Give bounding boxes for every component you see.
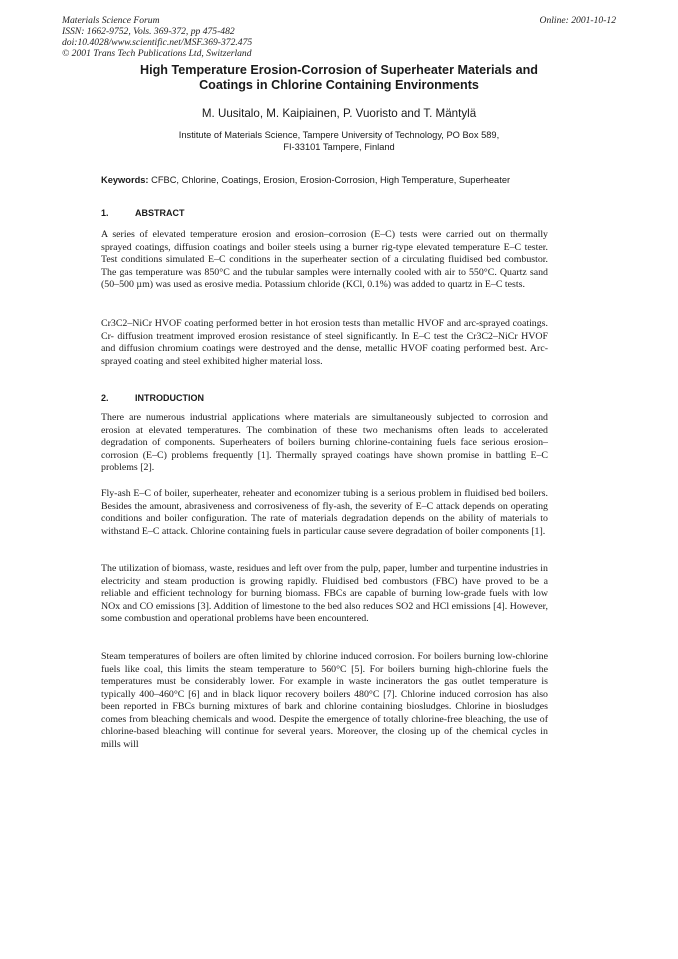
paragraph: The utilization of biomass, waste, residues and left over from the pulp, paper, lumber and turpentine industries in electricity and steam production is growing rapidly. Fluidised bed combustors (FBC) have proved to be a reliable and efficient technology for burning biomass. FBCs are capable of burning low-grade fuels with low NOx and CO emissions [3]. Addition of limestone to the bed also reduces SO2 and HCl emissions [4]. However, some combustion and operational problems have been encountered. bbox=[101, 563, 548, 624]
doi-line: doi:10.4028/www.scientific.net/MSF.369-372.475 bbox=[62, 37, 253, 48]
paragraph: Cr3C2–NiCr HVOF coating performed better in hot erosion tests than metallic HVOF and arc-sprayed coatings. Cr- diffusion treatment improved erosion resistance of steel significantly. In E–C test the Cr3C2–NiCr HVOF and diffusion chromium coatings were destroyed and the dense, metallic HVOF coating performed best. Arc-sprayed coating and steel exhibited higher material loss. bbox=[101, 318, 548, 367]
affiliation bbox=[60, 129, 618, 153]
section-number: 1. bbox=[101, 208, 109, 218]
keywords-text: CFBC, Chlorine, Coatings, Erosion, Erosion-Corrosion, High Temperature, Superheater bbox=[151, 175, 511, 185]
paragraph: A series of elevated temperature erosion and erosion–corrosion (E–C) tests were carried out on thermally sprayed coatings, diffusion coatings and boiler steels using a burner rig-type elevated temperature E–C tester. Test conditions simulated E–C conditions in the superheater section of a circulating fluidised bed combustor. The gas temperature was 850°C and the tubular samples were internally cooled with air to 550°C. Quartz sand (50–500 µm) was used as erosive media. Potassium chloride (KCl, 0.1%) was added to quartz in E–C tests. bbox=[101, 229, 548, 290]
paper-title bbox=[60, 63, 618, 93]
journal-header bbox=[62, 15, 252, 59]
section-title: ABSTRACT bbox=[135, 208, 185, 218]
online-date: Online: 2001-10-12 bbox=[539, 15, 616, 26]
paragraph: There are numerous industrial applications where materials are simultaneously subjected to corrosion and erosion at elevated temperatures. The combination of these two mechanisms often leads to accelerated degradation of components. Superheaters of boilers burning chlorine-containing fuels face serious erosion–corrosion (E–C) problems frequently [1]. Thermally sprayed coatings have shown promise in battling E–C problems [2]. bbox=[101, 412, 548, 473]
copyright-line: © 2001 Trans Tech Publications Ltd, Switzerland bbox=[62, 48, 252, 59]
section-title: INTRODUCTION bbox=[135, 393, 204, 403]
title-line-1: High Temperature Erosion-Corrosion of Superheater Materials and bbox=[140, 63, 538, 77]
keywords bbox=[101, 174, 531, 186]
journal-name: Materials Science Forum bbox=[62, 15, 160, 26]
section-heading-introduction bbox=[101, 393, 204, 403]
issn-line: ISSN: 1662-9752, Vols. 369-372, pp 475-482 bbox=[62, 26, 235, 37]
paragraph: Fly-ash E–C of boiler, superheater, reheater and economizer tubing is a serious problem in fluidised bed boilers. Besides the amount, abrasiveness and corrosiveness of fly-ash, the severity of E–C attack depends on operating conditions and boiler configuration. The rate of materials degradation depends on the ability of materials to withstand E–C attack. Chlorine containing fuels in particular cause severe degradation of boiler components [1]. bbox=[101, 488, 548, 537]
author-list: M. Uusitalo, M. Kaipiainen, P. Vuoristo and T. Mäntylä bbox=[201, 107, 477, 120]
section-heading-abstract bbox=[101, 208, 185, 218]
section-number: 2. bbox=[101, 393, 109, 403]
keywords-label: Keywords: bbox=[101, 175, 149, 185]
title-line-2: Coatings in Chlorine Containing Environments bbox=[199, 78, 479, 92]
affiliation-line-2: FI-33101 Tampere, Finland bbox=[283, 142, 395, 152]
paragraph: Steam temperatures of boilers are often limited by chlorine induced corrosion. For boilers burning low-chlorine fuels like coal, this limits the steam temperature to 560°C [5]. For boilers burning high-chlorine fuels the temperatures must be considerably lower. For example in waste incinerators the gas outlet temperature is typically 400–460°C [6] and in black liquor recovery boilers 480°C [7]. Chlorine induced corrosion has also been reported in FBCs burning mixtures of bark and chlorine containing biosludges. Chlorine in biosludges comes from bleaching chemicals and wood. Despite the emergence of totally chlorine-free bleaching, the use of chlorine-based bleaching will continue for several years. Moreover, the closing up of the chemical cycles in mills will bbox=[101, 651, 548, 750]
affiliation-line-1: Institute of Materials Science, Tampere University of Technology, PO Box 589, bbox=[178, 130, 500, 140]
